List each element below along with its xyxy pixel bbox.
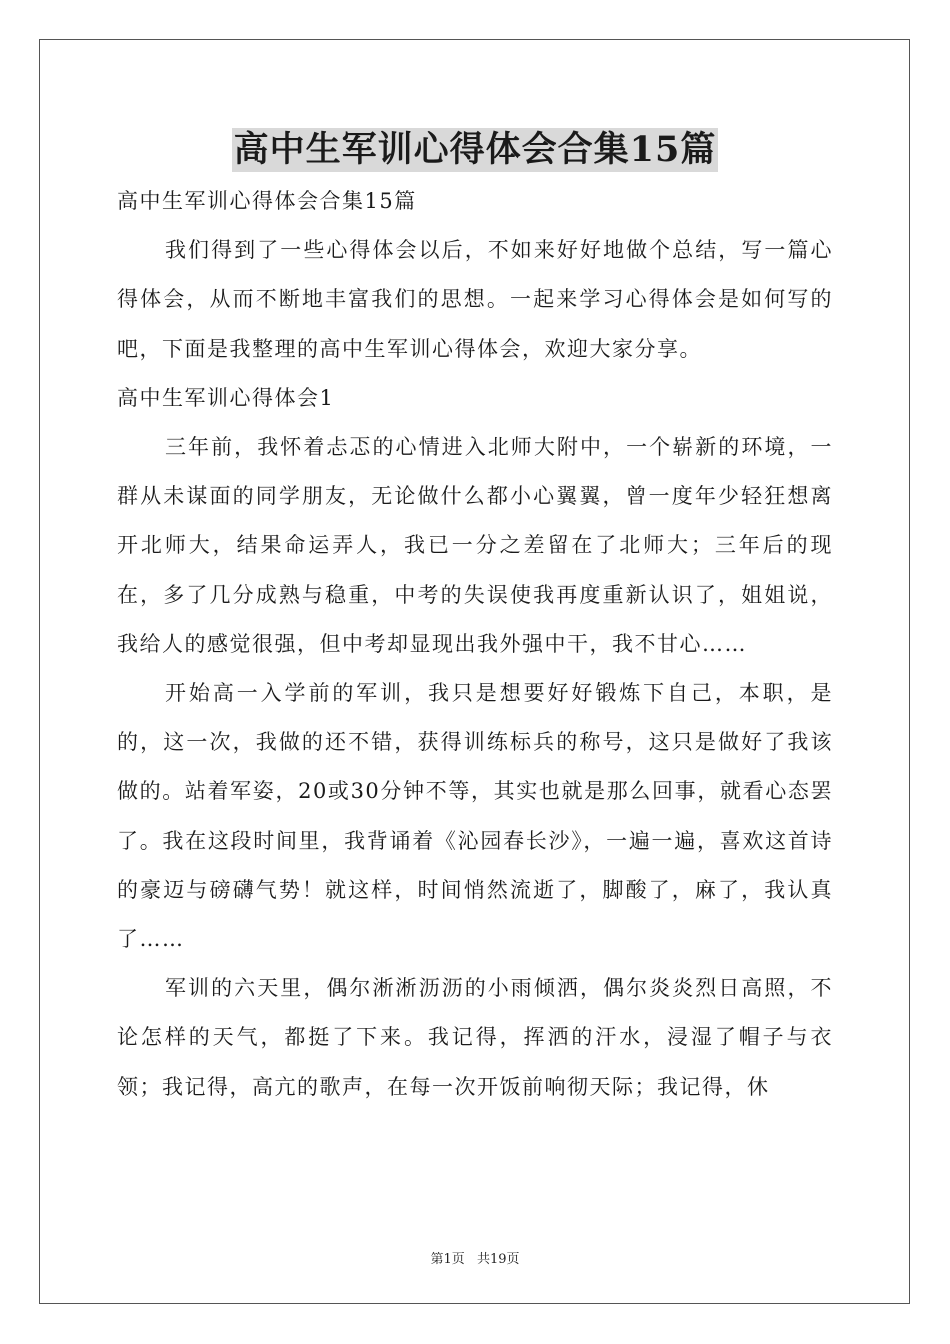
- page-number: 第1页: [430, 1252, 465, 1267]
- document-body: [117, 177, 833, 1112]
- page-footer: [0, 1248, 950, 1267]
- subtitle-heading: 高中生军训心得体会合集15篇: [117, 189, 417, 213]
- title-wrap: [0, 128, 950, 172]
- body-paragraph-1: 三年前，我怀着忐忑的心情进入北师大附中，一个崭新的环境，一群从未谋面的同学朋友，无论做什么都小心翼翼，曾一度年少轻狂想离开北师大，结果命运弄人，我已一分之差留在了北师大；三年后的现在，多了几分成熟与稳重，中考的失误使我再度重新认识了，姐姐说，我给人的感觉很强，但中考却显现出我外强中干，我不甘心……: [117, 435, 833, 656]
- section-heading-1: 高中生军训心得体会1: [117, 385, 335, 410]
- page-total: 共19页: [476, 1252, 520, 1267]
- body-paragraph-2: 开始高一入学前的军训，我只是想要好好锻炼下自己，本职，是的，这一次，我做的还不错，获得训练标兵的称号，这只是做好了我该做的。站着军姿，20或30分钟不等，其实也就是那么回事，就看心态罢了。我在这段时间里，我背诵着《沁园春长沙》，一遍一遍，喜欢这首诗的豪迈与磅礴气势！就这样，时间悄然流逝了，脚酸了，麻了，我认真了……: [117, 681, 833, 952]
- intro-paragraph: 我们得到了一些心得体会以后，不如来好好地做个总结，写一篇心得体会，从而不断地丰富我们的思想。一起来学习心得体会是如何写的吧，下面是我整理的高中生军训心得体会，欢迎大家分享。: [117, 238, 833, 361]
- body-paragraph-3: 军训的六天里，偶尔淅淅沥沥的小雨倾洒，偶尔炎炎烈日高照，不论怎样的天气，都挺了下来。我记得，挥洒的汗水，浸湿了帽子与衣领；我记得，高亢的歌声，在每一次开饭前响彻天际；我记得，休: [117, 976, 833, 1099]
- document-title: 高中生军训心得体会合集15篇: [233, 129, 717, 170]
